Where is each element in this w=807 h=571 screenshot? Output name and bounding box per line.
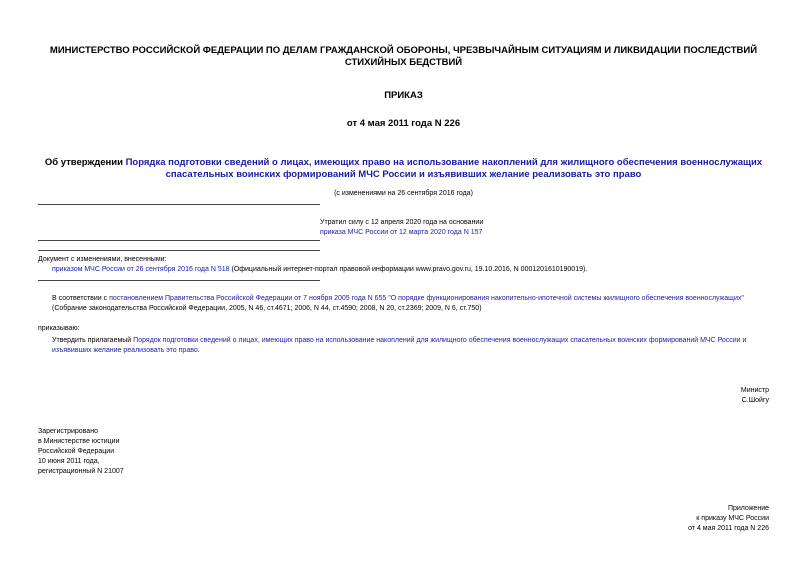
title-link[interactable]: Порядка подготовки сведений о лицах, имеющих право на использование накоплений для жилищного обеспечения военнослужащих спасательных воинских формирований МЧС России и изъявивших желание реализовать это право <box>125 157 763 180</box>
appendix-block <box>688 504 769 534</box>
divider <box>38 280 320 281</box>
amendments-link[interactable]: приказом МЧС России от 26 сентября 2016 года N 518 <box>52 266 230 273</box>
approve-suffix: . <box>197 347 200 354</box>
amendments-block <box>38 255 768 275</box>
lost-force-note <box>320 218 620 238</box>
lost-force-link[interactable]: приказа МЧС России от 12 марта 2020 года N 157 <box>320 229 483 236</box>
document-date-number: от 4 мая 2011 года N 226 <box>346 118 461 129</box>
changes-note: (с изменениями на 26 сентября 2016 года) <box>334 190 473 197</box>
approve-link[interactable]: Порядок подготовки сведений о лицах, имеющих право на использование накоплений для жилищного обеспечения военнослужащих спасательных воинских формирований МЧС России и изъявивших желание реализовать это право <box>52 337 747 354</box>
signature-name: С.Шойгу <box>741 397 769 404</box>
appendix-line: от 4 мая 2011 года N 226 <box>688 525 769 532</box>
divider <box>38 240 320 241</box>
basis-prefix: В соответствии с <box>52 295 110 302</box>
registration-line: 10 июня 2011 года, <box>38 458 100 465</box>
appendix-line: к приказу МЧС России <box>696 515 769 522</box>
divider <box>38 250 320 251</box>
registration-line: Зарегистрировано <box>38 428 98 435</box>
registration-line: в Министерстве юстиции <box>38 438 120 445</box>
appendix-line: Приложение <box>727 505 769 512</box>
registration-block <box>38 427 124 477</box>
approve-paragraph <box>38 336 769 356</box>
lost-force-text: Утратил силу с 12 апреля 2020 года на основании <box>320 219 484 226</box>
registration-line: Российской Федерации <box>38 448 115 455</box>
order-word: приказываю: <box>38 325 80 332</box>
document-title <box>38 157 769 181</box>
registration-line: регистрационный N 21007 <box>38 468 124 475</box>
basis-link[interactable]: постановлением Правительства Российской Федерации от 7 ноября 2005 года N 655 "О порядке функционирования накопительно-ипотечной системы жилищного обеспечения военнослужащих" <box>109 295 744 302</box>
amendments-heading: Документ с изменениями, внесенными: <box>38 256 167 263</box>
basis-paragraph <box>38 294 769 314</box>
amendments-line <box>38 265 768 275</box>
signature-position: Министр <box>740 387 769 394</box>
divider <box>38 204 320 205</box>
title-prefix: Об утверждении <box>44 157 126 168</box>
approve-prefix: Утвердить прилагаемый <box>52 337 134 344</box>
signature-block <box>741 386 769 406</box>
basis-suffix: (Собрание законодательства Российской Федерации, 2005, N 46, ст.4671; 2006, N 44, ст.4590; 2008, N 20, ст.2369; 2009, N 6, ст.750) <box>52 305 482 312</box>
amendments-suffix: (Официальный интернет-портал правовой информации www.pravo.gov.ru, 19.10.2016, N 0001201610190019). <box>229 266 588 273</box>
document-type: ПРИКАЗ <box>384 90 423 101</box>
ministry-heading: МИНИСТЕРСТВО РОССИЙСКОЙ ФЕДЕРАЦИИ ПО ДЕЛАМ ГРАЖДАНСКОЙ ОБОРОНЫ, ЧРЕЗВЫЧАЙНЫМ СИТУАЦИЯМ И ЛИКВИДАЦИИ ПОСЛЕДСТВИЙ СТИХИЙНЫХ БЕДСТВИЙ <box>49 45 758 68</box>
